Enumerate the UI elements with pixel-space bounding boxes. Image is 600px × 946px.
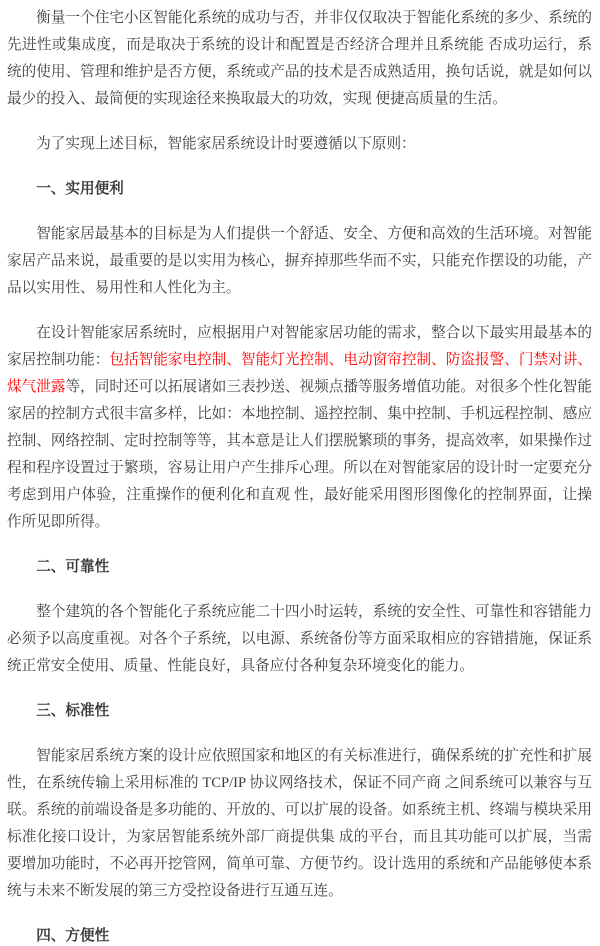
text-run: 衡量一个住宅小区智能化系统的成功与否，并非仅仅取决于智能化系统的多少、系统的先进性或集成度，而是取决于系统的设计和配置是否经济合理并且系统能 否成功运行，系统的使用、管理和维护是否方便，系统或产品的技术是否成熟适用，换句话说，就是如何以最少的投入、最简便的实现途径来换取最大的功效，实现 便捷高质量的生活。 [7, 10, 592, 107]
text-run: 智能家居最基本的目标是为人们提供一个舒适、安全、方便和高效的生活环境。对智能家居产品来说，最重要的是以实用为核心，摒弃掉那些华而不实，只能充作摆设的功能，产品以实用性、易用性和人性化为主。 [7, 226, 592, 296]
text-run: 三、标准性 [36, 703, 110, 719]
text-run: 一、实用便利 [36, 181, 124, 197]
section-heading [7, 923, 592, 946]
paragraph [7, 320, 592, 536]
paragraph [7, 743, 592, 905]
paragraph [7, 221, 592, 302]
text-run: 为了实现上述目标，智能家居系统设计时要遵循以下原则： [36, 136, 416, 152]
text-run: 四、方便性 [36, 928, 110, 944]
text-run: 智能家居系统方案的设计应依照国家和地区的有关标准进行，确保系统的扩充性和扩展性，在系统传输上采用标准的 TCP/IP 协议网络技术，保证不同产商 之间系统可以兼容与互联。系统的前端设备是多功能的、开放的、可以扩展的设备。如系统主机、终端与模块采用标准化接口设计，为家居智能系统外部厂商提供集 成的平台，而且其功能可以扩展，当需要增加功能时，不必再开挖管网，简单可靠、方便节约。设计选用的系统和产品能够使本系统与未来不断发展的第三方受控设备进行互通互连。 [7, 748, 592, 899]
section-heading [7, 554, 592, 581]
highlighted-text-run: 包括智能家电控制、智能灯光控制、电动窗帘控制、防盗报警、门禁对讲、煤气泄露 [7, 352, 592, 395]
section-heading [7, 176, 592, 203]
text-run: 二、可靠性 [36, 559, 110, 575]
paragraph [7, 131, 592, 158]
text-run: 在设计智能家居系统时，应根据用户对智能家居功能的需求，整合以下最实用最基本的家居控制功能： [7, 325, 592, 368]
paragraph [7, 599, 592, 680]
text-run: 等，同时还可以拓展诸如三表抄送、视频点播等服务增值功能。对很多个性化智能家居的控制方式很丰富多样，比如：本地控制、遥控控制、集中控制、手机远程控制、感应控制、网络控制、定时控制等等，其本意是让人们摆脱繁琐的事务，提高效率，如果操作过程和程序设置过于繁琐，容易让用户产生排斥心理。所以在对智能家居的设计时一定要充分考虑到用户体验，注重操作的便利化和直观 性，最好能采用图形图像化的控制界面，让操作所见即所得。 [7, 379, 592, 530]
text-run: 整个建筑的各个智能化子系统应能二十四小时运转，系统的安全性、可靠性和容错能力必须予以高度重视。对各个子系统，以电源、系统备份等方面采取相应的容错措施，保证系统正常安全使用、质量、性能良好，具备应付各种复杂环境变化的能力。 [7, 604, 592, 674]
section-heading [7, 698, 592, 725]
paragraph [7, 5, 592, 113]
